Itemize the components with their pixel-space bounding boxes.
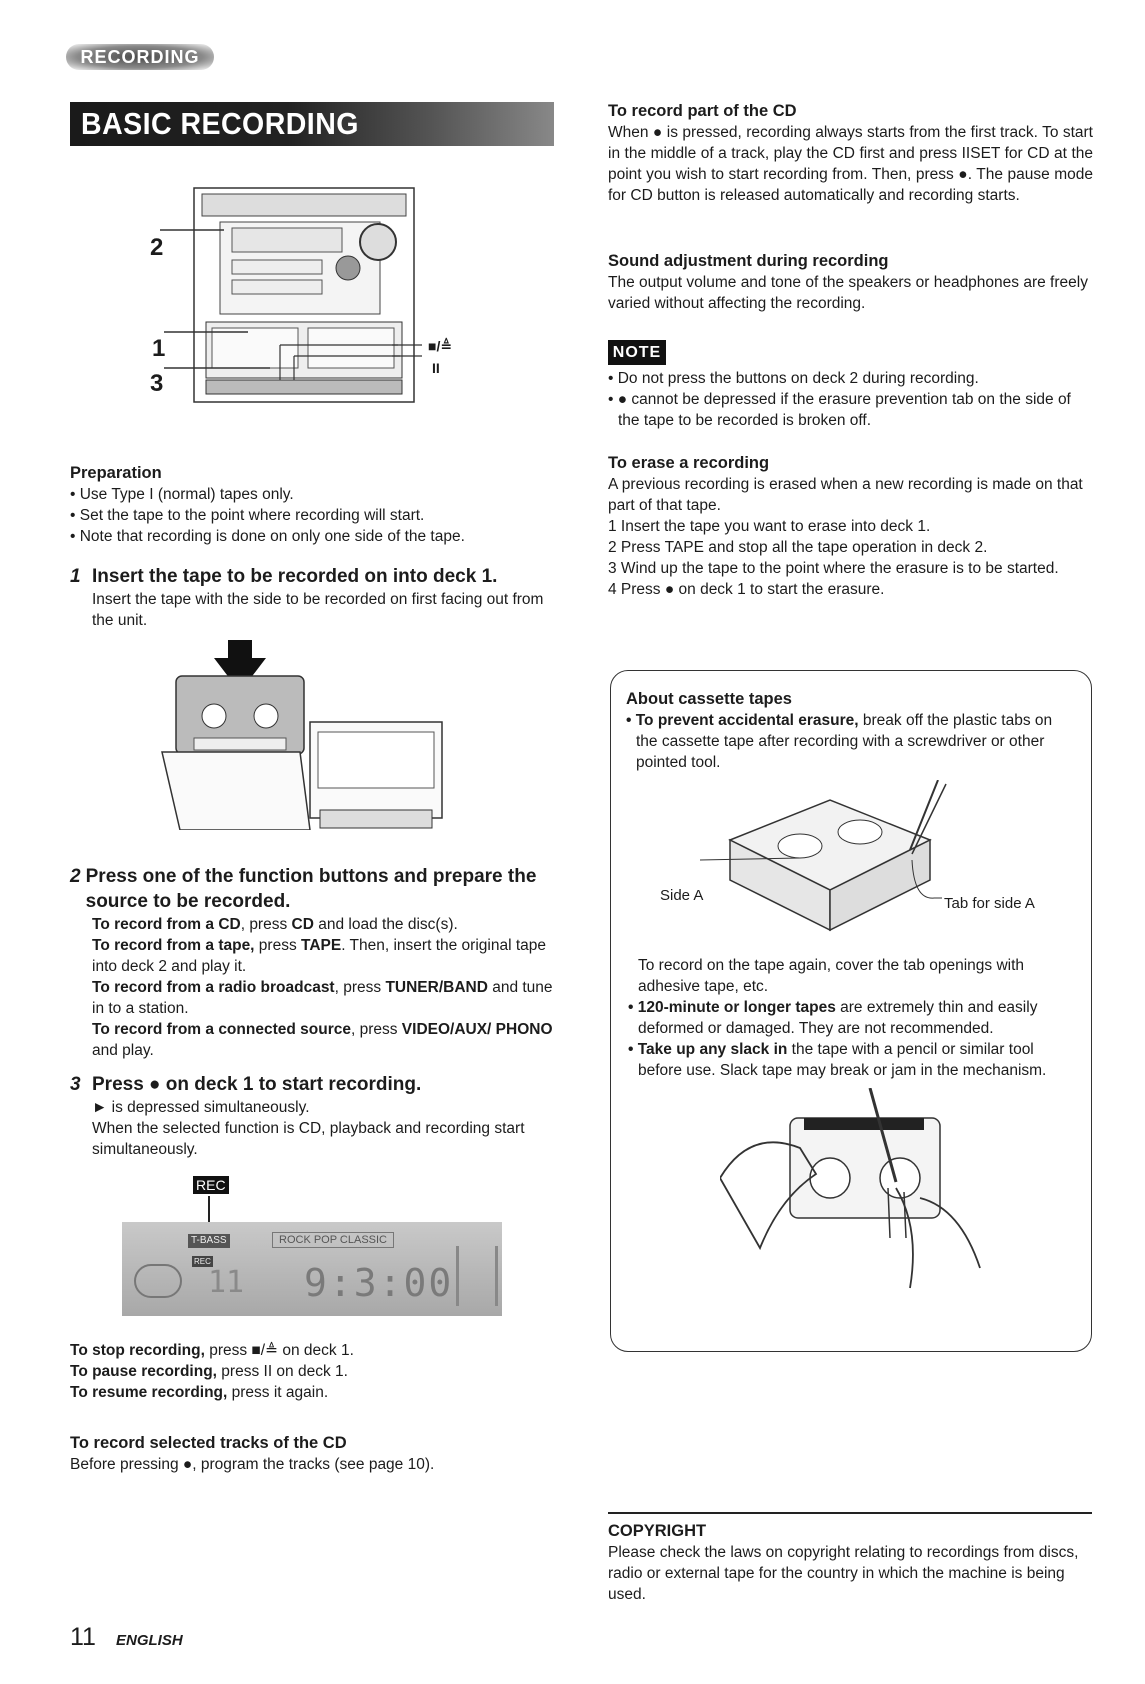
source-tape: To record from a tape, press TAPE. Then, insert the original tape into deck 2 and play it. bbox=[92, 937, 547, 975]
step-1-heading: Insert the tape to be recorded on into deck 1. bbox=[92, 566, 498, 587]
cover-tab-text: To record on the tape again, cover the tab openings with adhesive tape, etc. bbox=[638, 957, 1025, 995]
step-1-body: Insert the tape with the side to be recorded on first facing out from the unit. bbox=[92, 591, 544, 629]
callout-2: 2 bbox=[150, 234, 164, 261]
selected-tracks-section bbox=[70, 1432, 555, 1475]
list-item: 3 Wind up the tape to the point where the erasure is to be started. bbox=[608, 560, 1059, 577]
step-3-line1: ► is depressed simultaneously. bbox=[92, 1099, 310, 1116]
tip-slack: • Take up any slack in the tape with a pencil or similar tool before use. Slack tape may break or jam in the mechanism. bbox=[628, 1041, 1047, 1079]
step-2-heading: Press one of the function buttons and prepare the source to be recorded. bbox=[85, 866, 537, 912]
sound-adjust-heading: Sound adjustment during recording bbox=[608, 252, 889, 270]
step-3-line2: When the selected function is CD, playback and recording start simultaneously. bbox=[92, 1120, 525, 1158]
section-tab-label: RECORDING bbox=[80, 47, 200, 67]
preparation-section bbox=[70, 462, 555, 547]
step-2 bbox=[70, 864, 555, 1061]
page-number: 11 bbox=[70, 1623, 96, 1651]
selected-tracks-body: Before pressing ●, program the tracks (see page 10). bbox=[70, 1456, 435, 1473]
resume-recording: To resume recording, press it again. bbox=[70, 1384, 329, 1401]
copyright-divider bbox=[608, 1512, 1092, 1514]
list-item: • Note that recording is done on only one side of the tape. bbox=[70, 528, 465, 545]
pause-recording: To pause recording, press II on deck 1. bbox=[70, 1363, 348, 1380]
step-number: 2 bbox=[70, 866, 81, 887]
lcd-display bbox=[122, 1222, 502, 1316]
section-tab bbox=[66, 44, 214, 70]
unit-front-illustration bbox=[140, 180, 480, 420]
erase-section bbox=[608, 452, 1093, 600]
stop-eject-label: ■/≜ bbox=[428, 338, 453, 354]
list-item: • Do not press the buttons on deck 2 during recording. bbox=[608, 370, 979, 387]
list-item: • Set the tape to the point where recording will start. bbox=[70, 507, 425, 524]
record-part-section bbox=[608, 100, 1093, 206]
copyright-body: Please check the laws on copyright relating to recordings from discs, radio or external tape for the country in which the machine is being used. bbox=[608, 1544, 1079, 1603]
source-cd: To record from a CD, press CD and load the disc(s). bbox=[92, 916, 458, 933]
erase-intro: A previous recording is erased when a new recording is made on that part of that tape. bbox=[608, 476, 1083, 514]
list-item: 4 Press ● on deck 1 to start the erasure. bbox=[608, 581, 885, 598]
list-item: 1 Insert the tape you want to erase into deck 1. bbox=[608, 518, 931, 535]
recording-controls bbox=[70, 1340, 555, 1403]
step-number: 3 bbox=[70, 1074, 81, 1095]
rec-indicator-label: REC bbox=[193, 1176, 229, 1194]
pause-label: II bbox=[432, 360, 440, 376]
page-title: BASIC RECORDING bbox=[81, 106, 359, 141]
list-item: 2 Press TAPE and stop all the tape operation in deck 2. bbox=[608, 539, 988, 556]
footer-language: ENGLISH bbox=[116, 1632, 183, 1649]
list-item: • Use Type I (normal) tapes only. bbox=[70, 486, 294, 503]
preparation-heading: Preparation bbox=[70, 464, 162, 482]
bass-indicator: T-BASS bbox=[188, 1234, 230, 1248]
record-part-body: When ● is pressed, recording always starts from the first track. To start in the middle of a track, play the CD first and press IISET for CD at the point you wish to start recording from. Then, press ●. The pause mode for CD button is released automatically and recording starts. bbox=[608, 124, 1093, 204]
cassette-box-bottom bbox=[628, 955, 1078, 1081]
pencil-tape-illustration bbox=[720, 1088, 1010, 1308]
rec-small-indicator: REC bbox=[194, 1257, 211, 1266]
source-radio: To record from a radio broadcast, press TUNER/BAND and tune in to a station. bbox=[92, 979, 553, 1017]
page-title-bar bbox=[70, 102, 554, 146]
record-part-heading: To record part of the CD bbox=[608, 102, 797, 120]
stop-recording: To stop recording, press ■/≜ on deck 1. bbox=[70, 1342, 354, 1359]
step-1 bbox=[70, 564, 555, 631]
step-3-heading: Press ● on deck 1 to start recording. bbox=[92, 1074, 422, 1095]
cassette-box-heading: About cassette tapes bbox=[626, 690, 792, 708]
cassette-tab-illustration bbox=[700, 780, 960, 940]
cassette-box-top bbox=[626, 688, 1076, 773]
tab-side-a-label: Tab for side A bbox=[944, 895, 1035, 912]
list-item: • ● cannot be depressed if the erasure prevention tab on the side of the tape to be recorded is broken off. bbox=[608, 391, 1071, 429]
source-connected: To record from a connected source, press VIDEO/AUX/ PHONO and play. bbox=[92, 1021, 553, 1059]
sound-adjust-section bbox=[608, 250, 1093, 314]
cassette-insert-illustration bbox=[150, 640, 450, 830]
side-a-label: Side A bbox=[660, 887, 704, 904]
copyright-section bbox=[608, 1520, 1093, 1605]
tip-prevent-erasure: • To prevent accidental erasure, break off the plastic tabs on the cassette tape after recording with a screwdriver or other pointed tool. bbox=[626, 712, 1053, 771]
step-number: 1 bbox=[70, 566, 81, 587]
erase-heading: To erase a recording bbox=[608, 454, 770, 472]
callout-1: 1 bbox=[152, 335, 166, 362]
copyright-heading: COPYRIGHT bbox=[608, 1522, 707, 1540]
step-3 bbox=[70, 1072, 555, 1160]
disc-icon bbox=[134, 1264, 182, 1298]
note-badge: NOTE bbox=[608, 340, 666, 365]
level-meter bbox=[456, 1246, 498, 1306]
callout-3: 3 bbox=[150, 370, 164, 397]
sound-adjust-body: The output volume and tone of the speakers or headphones are freely varied without affecting the recording. bbox=[608, 274, 1088, 312]
note-section bbox=[608, 368, 1093, 431]
selected-tracks-heading: To record selected tracks of the CD bbox=[70, 1434, 347, 1452]
preparation-list bbox=[70, 484, 555, 547]
time-digits: 9:3:00 bbox=[304, 1261, 454, 1305]
tip-long-tapes: • 120-minute or longer tapes are extremely thin and easily deformed or damaged. They are not recommended. bbox=[628, 999, 1038, 1037]
track-digits: 11 bbox=[208, 1265, 245, 1300]
eq-indicator: ROCK POP CLASSIC bbox=[272, 1232, 394, 1248]
